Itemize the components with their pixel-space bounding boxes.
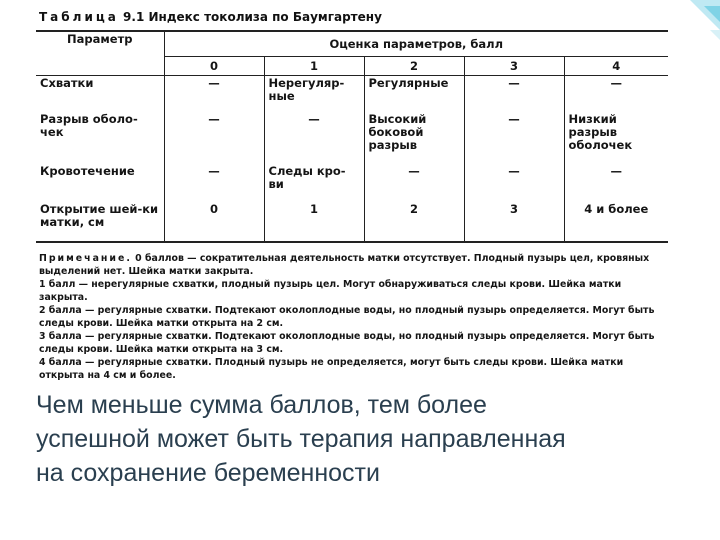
- table-row: [36, 164, 668, 202]
- corner-decoration: [660, 0, 720, 60]
- caption-label: Таблица: [39, 10, 119, 24]
- score-column-header: 0: [164, 57, 264, 76]
- table-cell: 3: [464, 202, 564, 242]
- note-line: Примечание. 0 баллов — сократительная деятельность матки отсутствует. Плодный пузырь цел, кровяных выделений нет. Шейка матки закрыта.: [39, 253, 650, 277]
- note-label: Примечание.: [39, 253, 132, 264]
- table-cell: —: [164, 112, 264, 164]
- row-parameter: Кровотечение: [40, 163, 135, 178]
- table-row: [36, 76, 668, 112]
- caption-number: 9.1: [123, 10, 145, 24]
- score-column-header: 4: [564, 57, 668, 76]
- table-cell: Высокий боковой разрыв: [364, 112, 464, 164]
- table-notes: [39, 252, 667, 382]
- row-parameter: Схватки: [40, 76, 94, 90]
- scanned-table-image: [36, 6, 668, 386]
- table-cell: Следы кро-ви: [264, 164, 364, 202]
- table-cell: —: [464, 112, 564, 164]
- table-cell: Нерегуляр-ные: [264, 76, 364, 112]
- score-column-header: 2: [364, 57, 464, 76]
- summary-line: Чем меньше сумма баллов, тем более: [36, 391, 487, 419]
- table-cell: —: [464, 76, 564, 112]
- table-cell: —: [464, 164, 564, 202]
- summary-line: на сохранение беременности: [36, 459, 380, 487]
- table-cell: —: [164, 164, 264, 202]
- note-line: 2 балла — регулярные схватки. Подтекают околоплодные воды, но плодный пузырь определяется. Могут быть следы крови. Шейка матки открыта на 2 см.: [39, 305, 655, 329]
- table-row: [36, 202, 668, 242]
- table-cell: 0: [164, 202, 264, 242]
- score-column-header: 3: [464, 57, 564, 76]
- caption-title: Индекс токолиза по Баумгартену: [148, 10, 382, 24]
- table-cell: —: [564, 164, 668, 202]
- table-cell: 4 и более: [564, 202, 668, 242]
- table-cell: Низкий разрыв оболочек: [564, 112, 668, 164]
- table-cell: 1: [264, 202, 364, 242]
- summary-text: [36, 388, 696, 490]
- baumgarten-table: [36, 30, 668, 243]
- note-line: 3 балла — регулярные схватки. Подтекают околоплодные воды, но плодный пузырь определяется. Могут быть следы крови. Шейка матки открыта на 3 см.: [39, 331, 655, 355]
- header-parameter: Параметр: [36, 31, 164, 76]
- table-caption: [39, 10, 382, 24]
- table-cell: —: [264, 112, 364, 164]
- header-rating: Оценка параметров, балл: [164, 31, 668, 57]
- summary-line: успешной может быть терапия направленная: [36, 425, 566, 453]
- table-cell: Регулярные: [364, 76, 464, 112]
- table-cell: —: [164, 76, 264, 112]
- note-line: 4 балла — регулярные схватки. Плодный пузырь не определяется, могут быть следы крови. Шейка матки открыта на 4 см и более.: [39, 357, 624, 381]
- row-parameter: Открытие шей-ки матки, см: [40, 201, 159, 229]
- table-cell: —: [564, 76, 668, 112]
- score-column-header: 1: [264, 57, 364, 76]
- table-cell: —: [364, 164, 464, 202]
- table-cell: 2: [364, 202, 464, 242]
- row-parameter: Разрыв оболо-чек: [40, 111, 138, 139]
- note-line: 1 балл — нерегулярные схватки, плодный пузырь цел. Могут обнаруживаться следы крови. Шейка матки закрыта.: [39, 279, 622, 303]
- table-row: [36, 112, 668, 164]
